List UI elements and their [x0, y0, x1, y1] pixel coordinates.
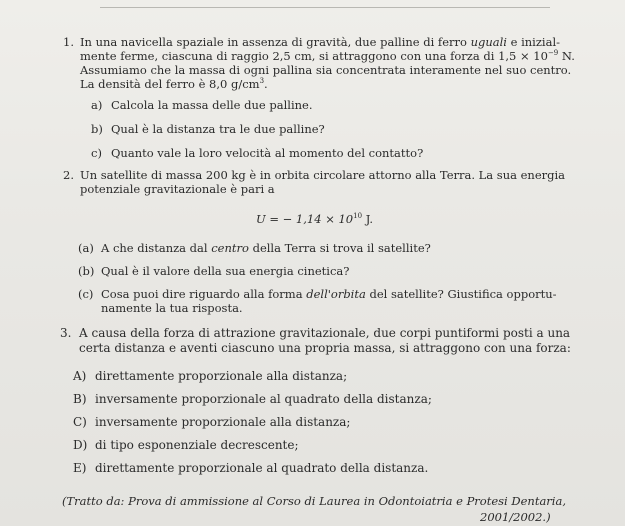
problem-text-line: Assumiamo che la massa di ogni pallina sia concentrata interamente nel suo centro. [80, 63, 572, 77]
question-item: b) Qual è la distanza tra le due palline? [91, 122, 325, 136]
problem-number: 2. [63, 168, 74, 182]
problem-text-line: La densità del ferro è 8,0 $g/cm^3$. [80, 77, 268, 91]
problem-text-line: mente ferme, ciascuna di raggio 2,5 cm, si attraggono con una forza di $1,5 \times 10^{-9}$ N. [80, 49, 575, 63]
question-item: c) Quanto vale la loro velocità al momento del contatto? [91, 146, 424, 160]
source-citation-year: 2001/2002.) [480, 510, 551, 524]
source-citation: (Tratto da: Prova di ammissione al Corso di Laurea in Odontoiatria e Protesi Dentaria, [62, 494, 566, 508]
question-item: (a) A che distanza dal centro della Terra si trova il satellite? [78, 241, 431, 255]
problem-text-line: potenziale gravitazionale è pari a [80, 182, 275, 196]
top-divider [100, 7, 550, 8]
problem-text-line: In una navicella spaziale in assenza di gravità, due palline di ferro uguali e inizial- [80, 35, 561, 49]
problem-text-line: Un satellite di massa 200 kg è in orbita circolare attorno alla Terra. La sua energia [80, 168, 566, 182]
answer-option: E) direttamente proporzionale al quadrato della distanza. [73, 461, 429, 475]
answer-option: D) di tipo esponenziale decrescente; [73, 438, 299, 452]
problem-number: 3. [60, 326, 72, 340]
problem-number: 1. [63, 35, 74, 49]
question-item: (c) Cosa puoi dire riguardo alla forma dell'orbita del satellite? Giustifica opportu- [78, 287, 557, 301]
answer-option: C) inversamente proporzionale alla distanza; [73, 415, 351, 429]
question-item-continuation: namente la tua risposta. [101, 301, 243, 315]
problem-text-line: A causa della forza di attrazione gravitazionale, due corpi puntiformi posti a una [79, 326, 571, 340]
energy-formula: U = − $1,14 \times 10^{10}$ J. [256, 212, 374, 226]
question-item: (b) Qual è il valore della sua energia cinetica? [78, 264, 350, 278]
question-item: a) Calcola la massa delle due palline. [91, 98, 313, 112]
problem-text-line: certa distanza e aventi ciascuno una propria massa, si attraggono con una forza: [79, 341, 571, 355]
answer-option: B) inversamente proporzionale al quadrato della distanza; [73, 392, 432, 406]
answer-option: A) direttamente proporzionale alla distanza; [73, 369, 348, 383]
